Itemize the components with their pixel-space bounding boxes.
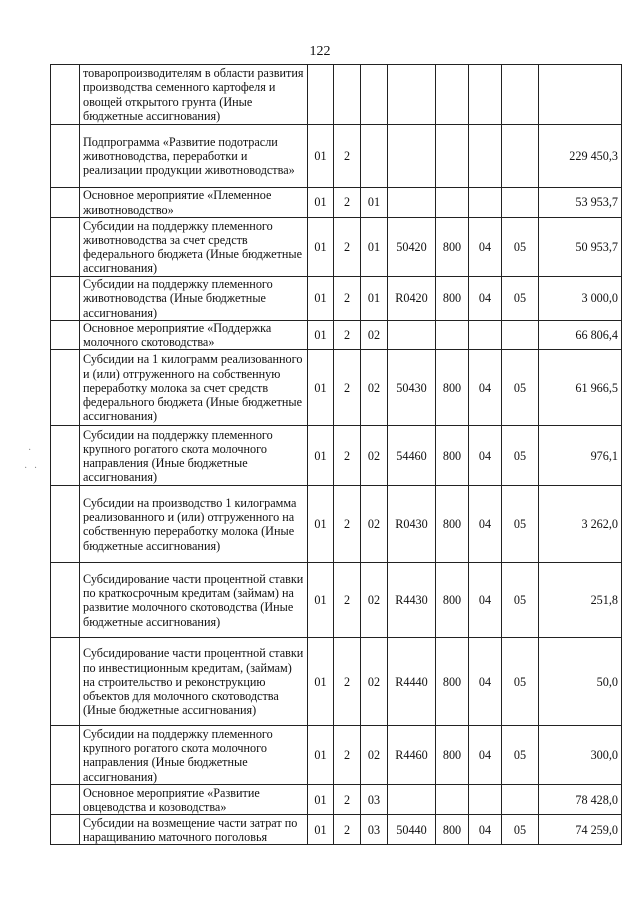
row-description: Основное мероприятие «Развитие овцеводства и козоводства» bbox=[80, 785, 308, 815]
expense-type-code: 800 bbox=[436, 426, 469, 486]
event-code bbox=[361, 125, 388, 188]
section-code: 04 bbox=[469, 277, 502, 321]
event-code: 02 bbox=[361, 350, 388, 426]
direction-code: 50420 bbox=[388, 218, 436, 277]
section-code bbox=[469, 65, 502, 125]
direction-code: R0420 bbox=[388, 277, 436, 321]
subsection-code bbox=[502, 125, 539, 188]
event-code: 03 bbox=[361, 815, 388, 845]
row-description: Субсидии на производство 1 килограмма реализованного и (или) отгруженного на собственную переработку молока (Иные бюджетные ассигнования) bbox=[80, 486, 308, 563]
direction-code: R4440 bbox=[388, 638, 436, 726]
table-row bbox=[51, 65, 622, 125]
row-description: Подпрограмма «Развитие подотрасли животноводства, переработки и реализации продукции животноводства» bbox=[80, 125, 308, 188]
blank-cell bbox=[51, 815, 80, 845]
section-code bbox=[469, 321, 502, 350]
blank-cell bbox=[51, 125, 80, 188]
subprogram-code: 2 bbox=[334, 486, 361, 563]
expense-type-code: 800 bbox=[436, 486, 469, 563]
row-amount: 78 428,0 bbox=[539, 785, 622, 815]
subsection-code: 05 bbox=[502, 486, 539, 563]
table-row bbox=[51, 785, 622, 815]
row-description: Субсидии на поддержку племенного животноводства за счет средств федерального бюджета (Иные бюджетные ассигнования) bbox=[80, 218, 308, 277]
table-row bbox=[51, 277, 622, 321]
program-code: 01 bbox=[308, 815, 334, 845]
blank-cell bbox=[51, 188, 80, 218]
expense-type-code bbox=[436, 321, 469, 350]
direction-code: R0430 bbox=[388, 486, 436, 563]
expense-type-code: 800 bbox=[436, 815, 469, 845]
blank-cell bbox=[51, 218, 80, 277]
blank-cell bbox=[51, 785, 80, 815]
event-code bbox=[361, 65, 388, 125]
blank-cell bbox=[51, 486, 80, 563]
event-code: 01 bbox=[361, 188, 388, 218]
expense-type-code: 800 bbox=[436, 638, 469, 726]
direction-code bbox=[388, 321, 436, 350]
direction-code bbox=[388, 785, 436, 815]
subprogram-code bbox=[334, 65, 361, 125]
subprogram-code: 2 bbox=[334, 563, 361, 638]
subsection-code bbox=[502, 785, 539, 815]
direction-code bbox=[388, 125, 436, 188]
expense-type-code bbox=[436, 188, 469, 218]
subprogram-code: 2 bbox=[334, 188, 361, 218]
scan-speck: · bbox=[28, 445, 34, 456]
program-code: 01 bbox=[308, 726, 334, 785]
section-code bbox=[469, 785, 502, 815]
program-code: 01 bbox=[308, 321, 334, 350]
program-code: 01 bbox=[308, 785, 334, 815]
subsection-code: 05 bbox=[502, 638, 539, 726]
direction-code: R4460 bbox=[388, 726, 436, 785]
event-code: 02 bbox=[361, 563, 388, 638]
row-description: Субсидирование части процентной ставки по краткосрочным кредитам (займам) на развитие молочного скотоводства (Иные бюджетные ассигнования) bbox=[80, 563, 308, 638]
event-code: 02 bbox=[361, 726, 388, 785]
event-code: 01 bbox=[361, 218, 388, 277]
section-code: 04 bbox=[469, 638, 502, 726]
section-code: 04 bbox=[469, 726, 502, 785]
event-code: 01 bbox=[361, 277, 388, 321]
subprogram-code: 2 bbox=[334, 726, 361, 785]
expense-type-code: 800 bbox=[436, 218, 469, 277]
subsection-code: 05 bbox=[502, 726, 539, 785]
blank-cell bbox=[51, 277, 80, 321]
event-code: 02 bbox=[361, 486, 388, 563]
section-code: 04 bbox=[469, 350, 502, 426]
event-code: 02 bbox=[361, 321, 388, 350]
subprogram-code: 2 bbox=[334, 426, 361, 486]
direction-code: R4430 bbox=[388, 563, 436, 638]
direction-code: 50440 bbox=[388, 815, 436, 845]
event-code: 02 bbox=[361, 426, 388, 486]
subprogram-code: 2 bbox=[334, 785, 361, 815]
section-code bbox=[469, 125, 502, 188]
program-code: 01 bbox=[308, 486, 334, 563]
row-amount: 50 953,7 bbox=[539, 218, 622, 277]
subprogram-code: 2 bbox=[334, 218, 361, 277]
table-row bbox=[51, 486, 622, 563]
direction-code bbox=[388, 188, 436, 218]
row-amount bbox=[539, 65, 622, 125]
table-row bbox=[51, 350, 622, 426]
row-amount: 3 262,0 bbox=[539, 486, 622, 563]
subprogram-code: 2 bbox=[334, 815, 361, 845]
subsection-code: 05 bbox=[502, 815, 539, 845]
expense-type-code: 800 bbox=[436, 277, 469, 321]
row-description: Субсидии на возмещение части затрат по наращиванию маточного поголовья bbox=[80, 815, 308, 845]
program-code: 01 bbox=[308, 125, 334, 188]
expense-type-code: 800 bbox=[436, 726, 469, 785]
row-amount: 976,1 bbox=[539, 426, 622, 486]
row-description: Субсидии на поддержку племенного крупного рогатого скота молочного направления (Иные бюджетные ассигнования) bbox=[80, 426, 308, 486]
subsection-code bbox=[502, 65, 539, 125]
section-code: 04 bbox=[469, 563, 502, 638]
expense-type-code bbox=[436, 125, 469, 188]
direction-code: 50430 bbox=[388, 350, 436, 426]
expense-type-code: 800 bbox=[436, 350, 469, 426]
program-code: 01 bbox=[308, 218, 334, 277]
subprogram-code: 2 bbox=[334, 321, 361, 350]
expense-type-code bbox=[436, 785, 469, 815]
row-amount: 61 966,5 bbox=[539, 350, 622, 426]
section-code: 04 bbox=[469, 426, 502, 486]
table-row bbox=[51, 125, 622, 188]
row-amount: 74 259,0 bbox=[539, 815, 622, 845]
table-row bbox=[51, 218, 622, 277]
subprogram-code: 2 bbox=[334, 125, 361, 188]
direction-code bbox=[388, 65, 436, 125]
row-amount: 53 953,7 bbox=[539, 188, 622, 218]
row-amount: 66 806,4 bbox=[539, 321, 622, 350]
row-amount: 229 450,3 bbox=[539, 125, 622, 188]
subsection-code: 05 bbox=[502, 218, 539, 277]
table-row bbox=[51, 726, 622, 785]
event-code: 02 bbox=[361, 638, 388, 726]
table-row bbox=[51, 815, 622, 845]
page-number: 122 bbox=[309, 44, 331, 59]
subprogram-code: 2 bbox=[334, 350, 361, 426]
table-row bbox=[51, 321, 622, 350]
scan-speck: · · bbox=[24, 463, 40, 474]
row-description: Субсидии на 1 килограмм реализованного и (или) отгруженного на собственную переработку молока за счет средств федерального бюджета (Иные бюджетные ассигнования) bbox=[80, 350, 308, 426]
section-code: 04 bbox=[469, 815, 502, 845]
subsection-code: 05 bbox=[502, 277, 539, 321]
row-description: Субсидии на поддержку племенного крупного рогатого скота молочного направления (Иные бюджетные ассигнования) bbox=[80, 726, 308, 785]
direction-code: 54460 bbox=[388, 426, 436, 486]
subprogram-code: 2 bbox=[334, 638, 361, 726]
program-code: 01 bbox=[308, 563, 334, 638]
program-code: 01 bbox=[308, 277, 334, 321]
subsection-code: 05 bbox=[502, 426, 539, 486]
row-amount: 300,0 bbox=[539, 726, 622, 785]
table-row bbox=[51, 638, 622, 726]
blank-cell bbox=[51, 350, 80, 426]
blank-cell bbox=[51, 638, 80, 726]
row-amount: 3 000,0 bbox=[539, 277, 622, 321]
expense-type-code: 800 bbox=[436, 563, 469, 638]
section-code: 04 bbox=[469, 218, 502, 277]
row-description: Основное мероприятие «Племенное животноводство» bbox=[80, 188, 308, 218]
row-amount: 251,8 bbox=[539, 563, 622, 638]
subsection-code bbox=[502, 188, 539, 218]
table-row bbox=[51, 188, 622, 218]
row-amount: 50,0 bbox=[539, 638, 622, 726]
section-code: 04 bbox=[469, 486, 502, 563]
blank-cell bbox=[51, 726, 80, 785]
subsection-code bbox=[502, 321, 539, 350]
row-description: Основное мероприятие «Поддержка молочного скотоводства» bbox=[80, 321, 308, 350]
subprogram-code: 2 bbox=[334, 277, 361, 321]
table-row bbox=[51, 563, 622, 638]
subsection-code: 05 bbox=[502, 563, 539, 638]
row-description: Субсидирование части процентной ставки по инвестиционным кредитам, (займам) на строительство и реконструкцию объектов для молочного скотоводства (Иные бюджетные ассигнования) bbox=[80, 638, 308, 726]
program-code: 01 bbox=[308, 350, 334, 426]
event-code: 03 bbox=[361, 785, 388, 815]
section-code bbox=[469, 188, 502, 218]
program-code: 01 bbox=[308, 426, 334, 486]
expense-type-code bbox=[436, 65, 469, 125]
row-description: товаропроизводителям в области развития производства семенного картофеля и овощей открытого грунта (Иные бюджетные ассигнования) bbox=[80, 65, 308, 125]
blank-cell bbox=[51, 563, 80, 638]
table-row bbox=[51, 426, 622, 486]
budget-table bbox=[50, 64, 622, 845]
subsection-code: 05 bbox=[502, 350, 539, 426]
program-code: 01 bbox=[308, 638, 334, 726]
blank-cell bbox=[51, 426, 80, 486]
blank-cell bbox=[51, 321, 80, 350]
program-code bbox=[308, 65, 334, 125]
program-code: 01 bbox=[308, 188, 334, 218]
blank-cell bbox=[51, 65, 80, 125]
row-description: Субсидии на поддержку племенного животноводства (Иные бюджетные ассигнования) bbox=[80, 277, 308, 321]
